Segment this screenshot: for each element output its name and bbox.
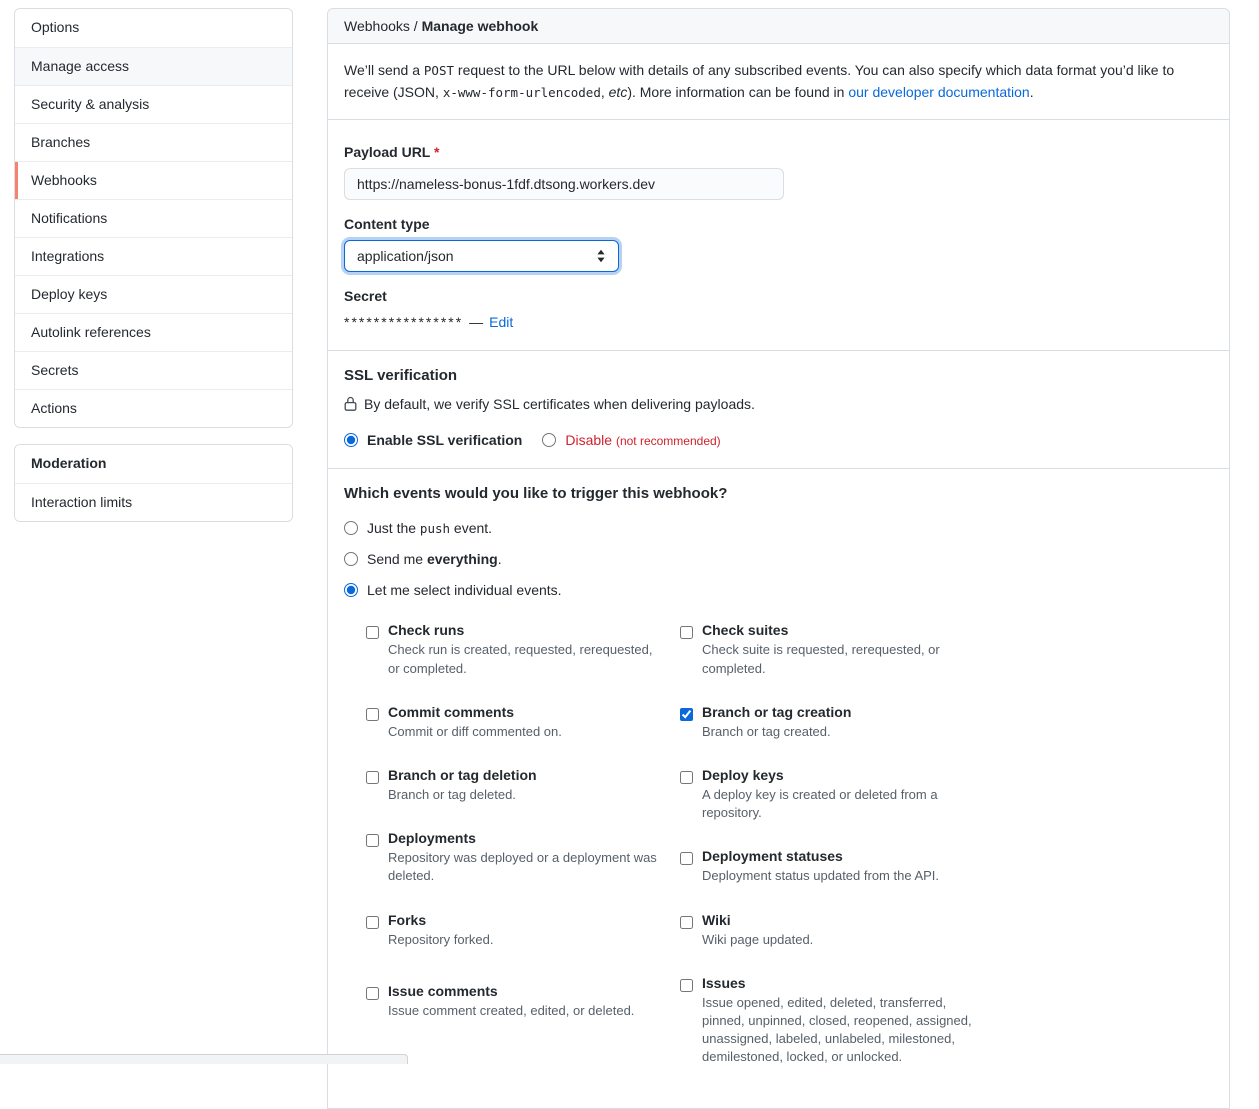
event-text [388,830,664,885]
moderation-nav [14,444,293,522]
intro-text: ). More information can be found in [627,83,849,100]
sidebar-item-webhooks[interactable]: Webhooks [15,161,292,199]
check-suites-checkbox[interactable] [680,626,693,639]
secret-row [344,314,1213,330]
event-text [388,622,664,677]
commit-comments-checkbox[interactable] [366,708,379,721]
sidebar-item-branches[interactable]: Branches [15,123,292,161]
sidebar-item-notifications[interactable]: Notifications [15,199,292,237]
intro-text: request to the URL below with details of any subscribed events. You can also specify which data format you’d like to receive (JSON, [344,62,1175,100]
ssl-note [344,396,1213,412]
sidebar-item-integrations[interactable]: Integrations [15,237,292,275]
event-description: Branch or tag created. [702,723,831,739]
secret-edit-link[interactable]: Edit [489,314,514,331]
deployment-statuses-checkbox[interactable] [680,852,693,865]
intro-etc: etc [608,83,628,100]
sidebar-item-secrets[interactable]: Secrets [15,351,292,389]
branch-tag-creation-checkbox[interactable] [680,708,693,721]
event-description: Issue comment created, edited, or deleted. [388,1002,635,1018]
event-description: Repository forked. [388,931,494,947]
option-text: event. [450,520,493,537]
moderation-header: Moderation [15,445,292,483]
branch-tag-deletion-checkbox[interactable] [366,771,379,784]
event-title: Branch or tag deletion [388,766,537,783]
send-everything-radio[interactable] [344,552,358,566]
event-description: Repository was deployed or a deployment was deleted. [388,850,657,884]
option-text: . [497,551,502,568]
sidebar-item-manage-access[interactable]: Manage access [15,47,292,85]
option-individual-events[interactable] [344,582,562,598]
deployments-checkbox[interactable] [366,834,379,847]
event-title: Forks [388,911,427,928]
sidebar-item-options[interactable]: Options [15,9,292,47]
payload-url-input[interactable] [344,168,784,200]
event-text [702,622,978,677]
event-deploy-keys[interactable] [680,767,978,822]
ssl-enable-option[interactable] [344,432,522,448]
content-type-field [344,216,1213,272]
option-just-push[interactable] [344,520,492,536]
secret-label: Secret [344,288,387,305]
event-check-runs[interactable] [366,622,664,677]
ssl-disable-option[interactable] [542,432,720,448]
ssl-enable-label: Enable SSL verification [367,432,523,449]
just-push-label [367,520,492,536]
breadcrumb [328,9,1229,44]
event-description: Issue opened, edited, deleted, transferred, pinned, unpinned, closed, reopened, assigned, unassigned, labeled, unlabeled, milestoned, demilestoned, locked, or unlocked. [702,994,972,1065]
developer-docs-link[interactable]: our developer documentation [848,83,1030,100]
content-type-label: Content type [344,216,430,233]
individual-events-radio[interactable] [344,583,358,597]
event-title: Wiki [702,911,731,928]
sidebar-item-autolink-references[interactable]: Autolink references [15,313,292,351]
breadcrumb-webhooks-link[interactable]: Webhooks [344,18,410,34]
select-caret-icon [596,249,606,263]
intro-code-urlencoded: x-www-form-urlencoded [442,84,601,100]
event-text [388,704,562,741]
event-title: Deployment statuses [702,848,843,865]
event-text [388,912,494,949]
events-heading: Which events would you like to trigger this webhook? [344,485,728,503]
event-description: Wiki page updated. [702,931,814,947]
push-code: push [419,521,451,537]
webhook-settings-main [327,8,1230,1109]
intro-text: We’ll send a [344,62,424,78]
event-trigger-options [344,520,1213,598]
event-description: Check suite is requested, rerequested, or completed. [702,642,940,676]
settings-nav [14,8,293,428]
event-branch-tag-deletion[interactable] [366,767,664,804]
event-description: Commit or diff commented on. [388,723,562,739]
intro-code-post: POST [423,63,455,78]
payload-url-field [344,144,1213,200]
event-title: Issues [702,974,746,991]
webhook-form-section [328,120,1229,351]
event-text [702,912,813,949]
sidebar-item-actions[interactable]: Actions [15,389,292,427]
event-issues[interactable] [680,975,978,1067]
payload-url-label [344,144,1213,160]
ssl-radio-group [344,432,1213,448]
sidebar-item-security-analysis[interactable]: Security & analysis [15,85,292,123]
option-text: Send me [367,551,427,568]
wiki-checkbox[interactable] [680,916,693,929]
ssl-disable-text: Disable [565,432,613,449]
breadcrumb-separator: / [409,18,422,34]
ssl-enable-radio[interactable] [344,433,358,447]
issues-checkbox[interactable] [680,979,693,992]
event-deployment-statuses[interactable] [680,848,978,885]
event-title: Check runs [388,622,465,639]
event-description: A deploy key is created or deleted from a repository. [702,786,938,821]
event-forks[interactable] [366,912,664,949]
event-deployments[interactable] [366,830,664,885]
event-title: Commit comments [388,703,515,720]
event-description: Deployment status updated from the API. [702,868,940,884]
settings-sidebar [14,8,293,522]
just-push-radio[interactable] [344,521,358,535]
ssl-disable-label [565,432,720,448]
everything-bold: everything [426,551,498,568]
event-text [388,983,634,1020]
event-text [702,704,851,741]
sidebar-item-deploy-keys[interactable]: Deploy keys [15,275,292,313]
event-issue-comments[interactable] [366,983,664,1020]
event-title: Check suites [702,622,789,639]
sidebar-item-interaction-limits[interactable]: Interaction limits [15,483,292,521]
event-check-suites[interactable] [680,622,978,677]
event-wiki[interactable] [680,912,978,949]
check-runs-checkbox[interactable] [366,626,379,639]
event-text [702,848,939,885]
events-column-right [680,622,978,1092]
secret-masked-value: **************** [344,314,464,331]
issue-comments-checkbox[interactable] [366,987,379,1000]
intro-text: . [1029,83,1034,100]
intro-section [328,44,1229,120]
event-branch-tag-creation[interactable] [680,704,978,741]
content-type-selected-value: application/json [357,248,454,265]
manage-webhook-panel [327,8,1230,1109]
event-description: Branch or tag deleted. [388,786,516,802]
events-checkbox-grid [366,622,1213,1092]
event-description: Check run is created, requested, rerequested, or completed. [388,642,653,676]
forks-checkbox[interactable] [366,916,379,929]
ssl-heading: SSL verification [344,367,458,385]
event-text [702,975,978,1067]
event-commit-comments[interactable] [366,704,664,741]
secret-separator: — [469,314,484,331]
individual-events-label: Let me select individual events. [367,582,562,599]
page-title: Manage webhook [421,18,539,34]
secret-field [344,288,1213,330]
webhook-intro-text [344,60,1213,103]
events-section [328,469,1229,1108]
ssl-section [328,351,1229,469]
event-text [388,767,537,804]
event-title: Branch or tag creation [702,703,852,720]
event-title: Deploy keys [702,766,784,783]
ssl-disable-radio[interactable] [542,433,556,447]
content-type-select[interactable] [344,240,619,272]
intro-text: , [600,83,609,100]
event-title: Deployments [388,830,476,847]
event-text [702,767,978,822]
payload-url-label-text: Payload URL [344,144,431,161]
lock-icon [344,396,357,412]
events-column-left [366,622,664,1092]
ssl-note-text: By default, we verify SSL certificates when delivering payloads. [364,396,755,413]
deploy-keys-checkbox[interactable] [680,771,693,784]
ssl-disable-note: (not recommended) [615,434,721,449]
required-asterisk: * [434,144,440,161]
send-everything-label [367,551,502,567]
event-title: Issue comments [388,982,498,999]
browser-status-bar [0,1054,408,1064]
option-text: Just the [367,520,420,537]
option-send-everything[interactable] [344,551,502,567]
